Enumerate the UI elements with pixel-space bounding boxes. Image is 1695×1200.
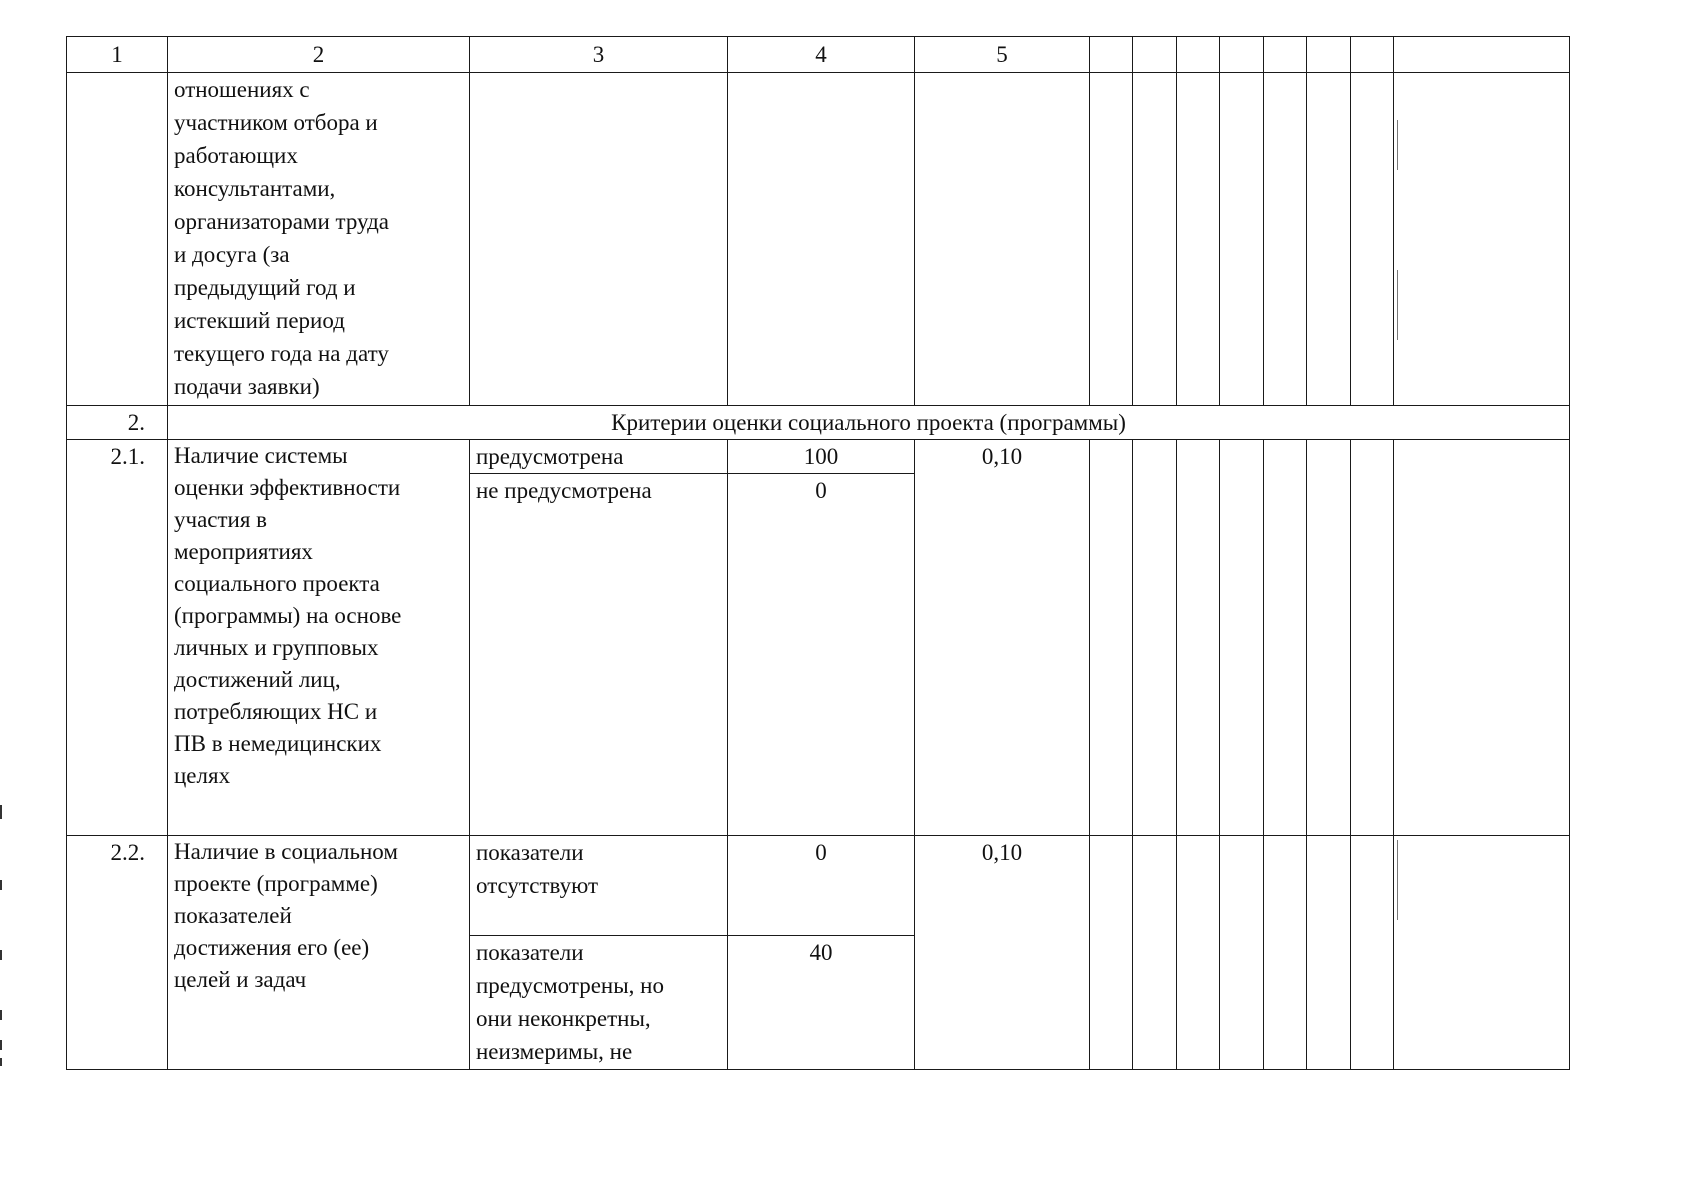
- scan-margin-mark: [0, 1010, 2, 1020]
- empty-cell: [1264, 73, 1307, 406]
- row-2-2-option-1: [67, 836, 1570, 936]
- header-cell-8: [1177, 37, 1220, 73]
- row-2-2-option-2-label: показатели предусмотрены, но они неконкретны, неизмеримы, не: [470, 936, 728, 1070]
- empty-cell: [1351, 440, 1394, 836]
- empty-cell: [1090, 836, 1133, 1070]
- continuation-criterion-text: отношениях с участником отбора и работающих консультантами, организаторами труда и досуга (за предыдущий год и истекший период текущего года на дату подачи заявки): [168, 73, 470, 406]
- header-cell-12: [1351, 37, 1394, 73]
- empty-cell: [1220, 836, 1264, 1070]
- row-2-1-number: 2.1.: [67, 440, 168, 836]
- row-2-1-option-1-score: 100: [728, 440, 915, 474]
- empty-cell: [1394, 73, 1570, 406]
- row-2-1-option-1-label: предусмотрена: [470, 440, 728, 474]
- row-2-1-option-1: [67, 440, 1570, 474]
- header-cell-13: [1394, 37, 1570, 73]
- header-cell-7: [1133, 37, 1177, 73]
- section-title: Критерии оценки социального проекта (программы): [168, 406, 1570, 440]
- empty-cell: [1394, 836, 1570, 1070]
- row-2-2-weight: 0,10: [915, 836, 1090, 1070]
- empty-cell: [1394, 440, 1570, 836]
- header-cell-9: [1220, 37, 1264, 73]
- row-2-2-option-1-score: 0: [728, 836, 915, 936]
- empty-cell: [1307, 836, 1351, 1070]
- scan-margin-mark: [0, 1058, 2, 1066]
- empty-cell: [1133, 440, 1177, 836]
- empty-cell: [470, 73, 728, 406]
- empty-cell: [1220, 73, 1264, 406]
- empty-cell: [1177, 836, 1220, 1070]
- section-number: 2.: [67, 406, 168, 440]
- empty-cell: [1090, 73, 1133, 406]
- scan-artifact: [1397, 270, 1398, 340]
- continuation-num-cell: [67, 73, 168, 406]
- row-2-2-number: 2.2.: [67, 836, 168, 1070]
- header-cell-2: 2: [168, 37, 470, 73]
- header-cell-6: [1090, 37, 1133, 73]
- row-2-1-weight: 0,10: [915, 440, 1090, 836]
- header-cell-4: 4: [728, 37, 915, 73]
- header-row: [67, 37, 1570, 73]
- continuation-row: [67, 73, 1570, 406]
- empty-cell: [1133, 73, 1177, 406]
- empty-cell: [915, 73, 1090, 406]
- row-2-1-option-2-score: 0: [728, 474, 915, 836]
- header-cell-3: 3: [470, 37, 728, 73]
- header-cell-11: [1307, 37, 1351, 73]
- empty-cell: [728, 73, 915, 406]
- header-cell-10: [1264, 37, 1307, 73]
- row-2-2-option-2-score: 40: [728, 936, 915, 1070]
- header-cell-1: 1: [67, 37, 168, 73]
- empty-cell: [1177, 440, 1220, 836]
- row-2-2-option-1-label: показатели отсутствуют: [470, 836, 728, 936]
- scan-margin-mark: [0, 805, 2, 819]
- empty-cell: [1264, 440, 1307, 836]
- empty-cell: [1307, 73, 1351, 406]
- criteria-table: [66, 36, 1570, 1070]
- scan-artifact: [1397, 840, 1398, 920]
- scan-margin-mark: [0, 1040, 2, 1050]
- empty-cell: [1264, 836, 1307, 1070]
- empty-cell: [1220, 440, 1264, 836]
- section-row: [67, 406, 1570, 440]
- empty-cell: [1090, 440, 1133, 836]
- row-2-2-criterion: Наличие в социальном проекте (программе) показателей достижения его (ее) целей и задач: [168, 836, 470, 1070]
- scan-artifact: [1397, 120, 1398, 170]
- scan-margin-mark: [0, 880, 2, 890]
- row-2-1-option-2-label: не предусмотрена: [470, 474, 728, 836]
- empty-cell: [1351, 73, 1394, 406]
- empty-cell: [1133, 836, 1177, 1070]
- scan-margin-mark: [0, 950, 2, 960]
- empty-cell: [1177, 73, 1220, 406]
- header-cell-5: 5: [915, 37, 1090, 73]
- empty-cell: [1307, 440, 1351, 836]
- row-2-1-criterion: Наличие системы оценки эффективности участия в мероприятиях социального проекта (программы) на основе личных и групповых достижений лиц, потребляющих НС и ПВ в немедицинских целях: [168, 440, 470, 836]
- empty-cell: [1351, 836, 1394, 1070]
